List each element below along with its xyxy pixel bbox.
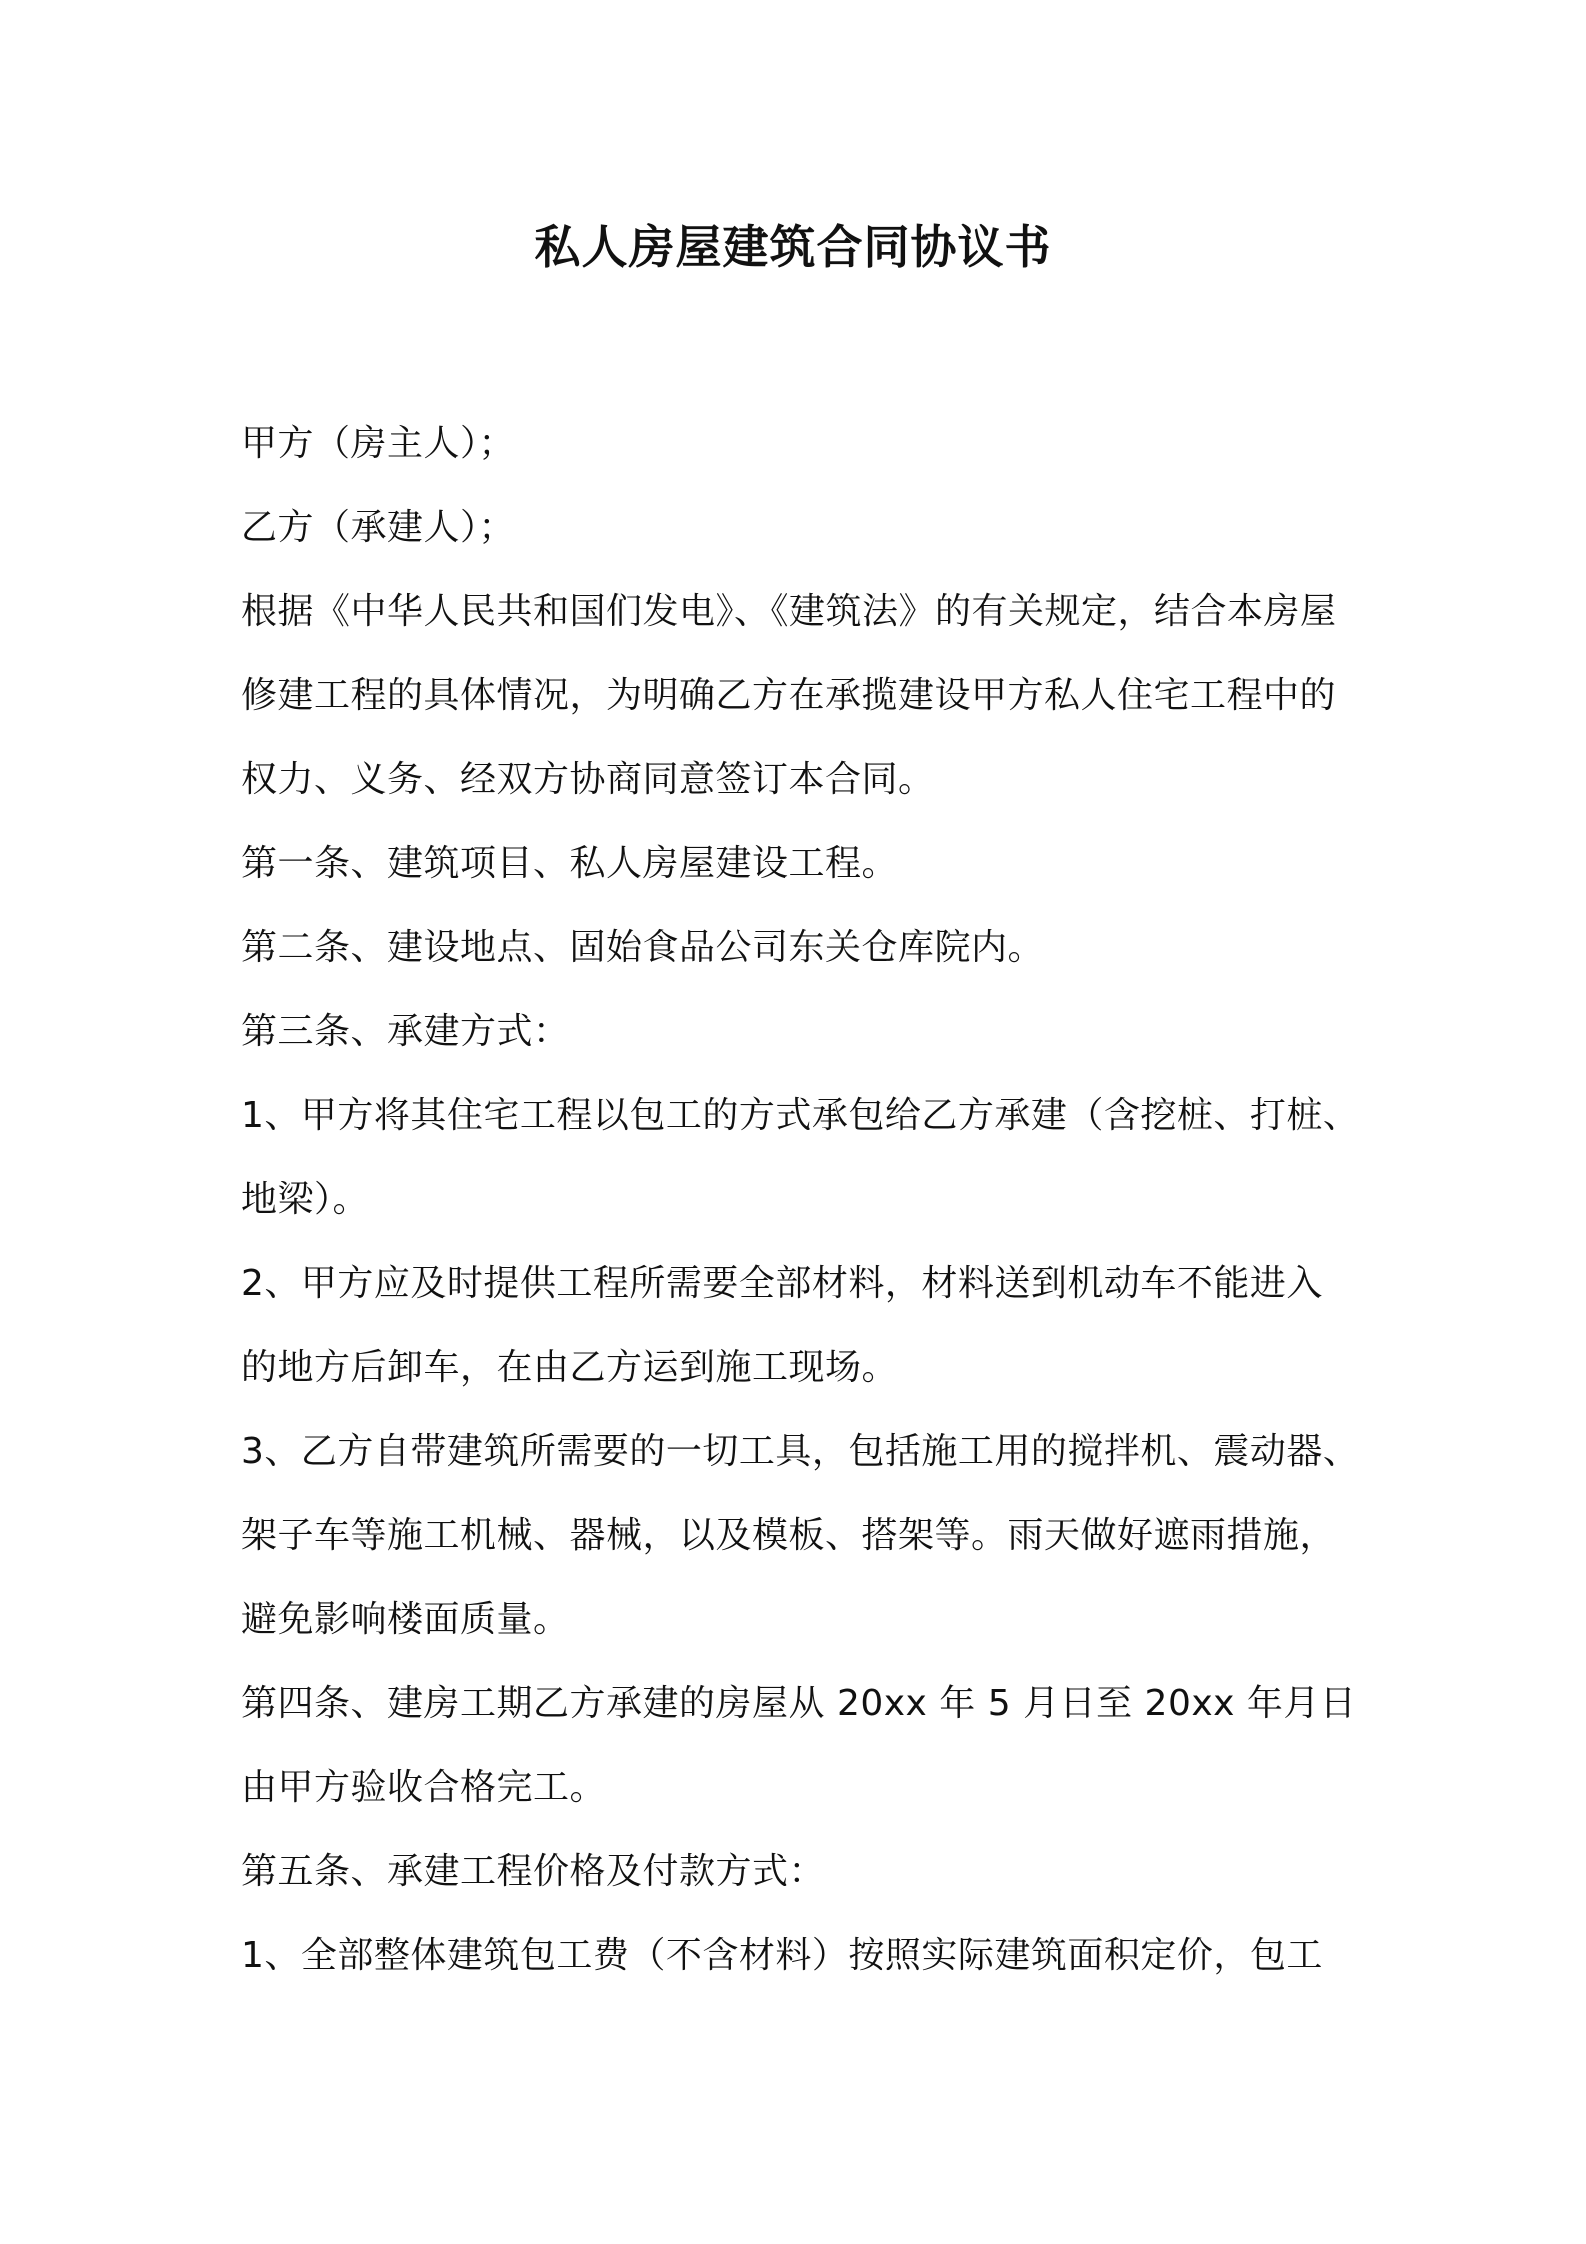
preamble-line-2: 修建工程的具体情况，为明确乙方在承揽建设甲方私人住宅工程中的 <box>241 675 1337 716</box>
article-3-item-1-line-1: 1、甲方将其住宅工程以包工的方式承包给乙方承建（含挖桩、打桩、 <box>241 1095 1360 1136</box>
article-3-item-2-line-1: 2、甲方应及时提供工程所需要全部材料，材料送到机动车不能进入 <box>241 1263 1323 1304</box>
article-3-item-3-line-3: 避免影响楼面质量。 <box>241 1599 570 1640</box>
article-3-item-2-line-2: 的地方后卸车，在由乙方运到施工现场。 <box>241 1347 899 1388</box>
party-b-line: 乙方（承建人）； <box>241 507 516 548</box>
article-5-item-1-line-1: 1、全部整体建筑包工费（不含材料）按照实际建筑面积定价，包工 <box>241 1935 1323 1976</box>
article-2-line: 第二条、建设地点、固始食品公司东关仓库院内。 <box>241 927 1045 968</box>
preamble-line-3: 权力、义务、经双方协商同意签订本合同。 <box>241 759 935 800</box>
preamble-line-1: 根据《中华人民共和国们发电》、《建筑法》的有关规定，结合本房屋 <box>241 591 1337 632</box>
article-4-line-2: 由甲方验收合格完工。 <box>241 1767 607 1808</box>
article-3-item-3-line-1: 3、乙方自带建筑所需要的一切工具，包括施工用的搅拌机、震动器、 <box>241 1431 1360 1472</box>
article-1-line: 第一条、建筑项目、私人房屋建设工程。 <box>241 843 899 884</box>
article-3-item-3-line-2: 架子车等施工机械、器械，以及模板、搭架等。雨天做好遮雨措施， <box>241 1515 1337 1556</box>
document-body <box>241 402 1381 1998</box>
article-3-heading: 第三条、承建方式： <box>241 1011 570 1052</box>
article-3-item-1-line-2: 地梁）。 <box>241 1179 370 1220</box>
document-title: 私人房屋建筑合同协议书 <box>534 220 1052 274</box>
party-a-line: 甲方（房主人）； <box>241 423 516 464</box>
article-5-heading: 第五条、承建工程价格及付款方式： <box>241 1851 826 1892</box>
article-4-line-1: 第四条、建房工期乙方承建的房屋从 20xx 年 5 月日至 20xx 年月日 <box>241 1683 1357 1724</box>
